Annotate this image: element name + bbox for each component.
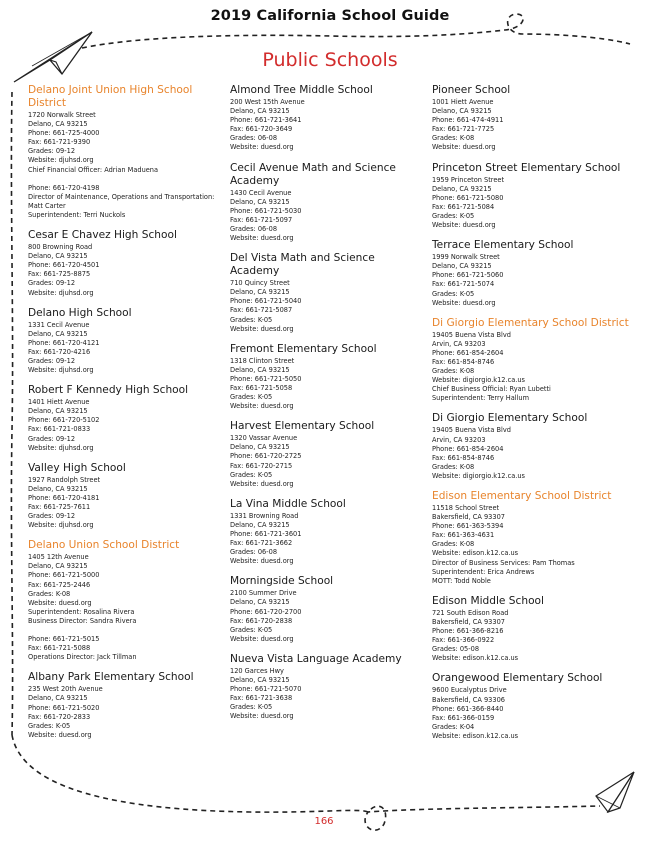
- school-entry: [230, 162, 426, 244]
- school-entry: [230, 653, 426, 722]
- detail-line: Website: digiorgio.k12.ca.us: [432, 376, 525, 385]
- district-name: Edison Elementary School District: [432, 490, 612, 502]
- school-name: Delano High School: [28, 306, 132, 319]
- detail-line: Website: edison.k12.ca.us: [432, 654, 519, 663]
- detail-line: Phone: 661-720-5102: [28, 416, 100, 425]
- school-name: Albany Park Elementary School: [28, 671, 194, 684]
- detail-line: 1959 Princeton Street: [432, 175, 505, 184]
- entry-details: [28, 476, 224, 531]
- district-name: Delano Joint Union High School District: [28, 84, 193, 109]
- detail-line: Delano, CA 93215: [28, 120, 88, 129]
- detail-line: Superintendent: Rosalina Rivera: [28, 607, 135, 616]
- detail-line: 2100 Summer Drive: [230, 589, 297, 598]
- detail-line: Fax: 661-721-5084: [432, 202, 495, 211]
- detail-line: Grades: K-05: [230, 393, 273, 402]
- entry-details: [432, 176, 632, 231]
- detail-line: Delano, CA 93215: [28, 407, 88, 416]
- entry-details: [432, 426, 632, 481]
- detail-line: Grades: 09-12: [28, 512, 76, 521]
- detail-line: Operations Director: Jack Tillman: [28, 653, 137, 662]
- entry-details: [230, 434, 426, 489]
- school-name: Almond Tree Middle School: [230, 84, 373, 96]
- detail-line: Superintendent: Erica Andrews: [432, 567, 535, 576]
- detail-line: Fax: 661-721-5074: [432, 280, 495, 289]
- detail-line: Phone: 661-721-5060: [432, 271, 504, 280]
- detail-line: Phone: 661-721-3641: [230, 116, 302, 125]
- entry-details: [230, 189, 426, 244]
- detail-line: Superintendent: Terry Hallum: [432, 394, 530, 403]
- detail-line: Phone: 661-721-5080: [432, 193, 504, 202]
- detail-line: Website: duesd.org: [230, 234, 294, 243]
- school-entry: [28, 384, 224, 453]
- detail-line: Grades: K-05: [432, 211, 475, 220]
- detail-line: Chief Business Official: Ryan Lubetti: [432, 385, 551, 394]
- detail-line: Website: digiorgio.k12.ca.us: [432, 471, 525, 480]
- detail-line: Phone: 661-366-8216: [432, 627, 504, 636]
- detail-line: Matt Carter: [28, 201, 66, 210]
- detail-line: Director of Business Services: Pam Thomas: [432, 558, 575, 567]
- school-entry: [432, 162, 632, 231]
- district-name: Delano Union School District: [28, 539, 180, 552]
- entry-details: [432, 609, 632, 664]
- detail-line: Phone: 661-721-5020: [28, 703, 100, 712]
- detail-line: Grades: K-05: [230, 625, 273, 634]
- detail-line: Fax: 661-721-5088: [28, 644, 91, 653]
- detail-line: 1720 Norwalk Street: [28, 111, 96, 119]
- detail-line: 200 West 15th Avenue: [230, 98, 305, 106]
- detail-line: Grades: K-05: [230, 315, 273, 324]
- detail-line: Fax: 661-366-0922: [432, 636, 495, 645]
- guide-title: 2019 California School Guide: [210, 8, 450, 24]
- detail-line: Grades: K-08: [432, 134, 475, 143]
- entry-details: [230, 357, 426, 412]
- detail-line: Website: edison.k12.ca.us: [432, 549, 519, 558]
- detail-line: Delano, CA 93215: [230, 197, 290, 206]
- detail-line: Grades: 06-08: [230, 548, 278, 557]
- detail-line: 1318 Clinton Street: [230, 356, 295, 365]
- detail-line: 800 Browning Road: [28, 243, 93, 252]
- detail-line: Grades: 06-08: [230, 134, 278, 143]
- district-entry: [28, 539, 224, 662]
- detail-line: Fax: 661-721-5097: [230, 215, 293, 224]
- detail-line: Fax: 661-725-8875: [28, 270, 91, 279]
- detail-line: Grades: K-08: [432, 540, 475, 549]
- school-name: Di Giorgio Elementary School: [432, 412, 588, 425]
- school-entry: [432, 84, 632, 153]
- detail-line: Grades: 09-12: [28, 356, 76, 365]
- entry-details: [28, 243, 224, 298]
- detail-line: Phone: 661-720-4121: [28, 338, 100, 347]
- detail-line: Website: duesd.org: [230, 557, 294, 566]
- detail-line: Phone: 661-854-2604: [432, 348, 504, 357]
- detail-line: Phone: 661-721-5030: [230, 206, 302, 215]
- detail-line: Website: duesd.org: [432, 298, 496, 307]
- entry-details: [28, 321, 224, 376]
- detail-line: Delano, CA 93215: [230, 676, 290, 685]
- paper-airplane-icon: [596, 772, 634, 812]
- column-3: [432, 84, 632, 750]
- detail-line: Fax: 661-720-2715: [230, 461, 293, 470]
- detail-line: 1331 Cecil Avenue: [28, 320, 90, 329]
- detail-line: Fax: 661-721-3662: [230, 539, 293, 548]
- school-entry: [230, 498, 426, 567]
- detail-line: Delano, CA 93215: [230, 598, 290, 607]
- entry-details: [230, 667, 426, 722]
- entry-details: [432, 331, 632, 404]
- detail-line: Delano, CA 93215: [230, 520, 290, 529]
- detail-line: Grades: 09-12: [28, 434, 76, 443]
- detail-line: Website: duesd.org: [432, 143, 496, 152]
- detail-line: Fax: 661-721-7725: [432, 125, 495, 134]
- detail-line: Grades: 09-12: [28, 147, 76, 156]
- detail-line: Fax: 661-720-2838: [230, 616, 293, 625]
- detail-line: Director of Maintenance, Operations and Transportation:: [28, 192, 215, 201]
- detail-line: Fax: 661-854-8746: [432, 453, 495, 462]
- detail-line: Delano, CA 93215: [28, 329, 88, 338]
- detail-line: Phone: 661-720-2725: [230, 452, 302, 461]
- detail-line: Phone: 661-720-2700: [230, 607, 302, 616]
- entry-details: [432, 686, 632, 741]
- detail-line: Grades: K-05: [230, 470, 273, 479]
- detail-line: Delano, CA 93215: [28, 252, 88, 261]
- detail-line: Phone: 661-720-4501: [28, 261, 100, 270]
- entry-details: [432, 504, 632, 586]
- detail-line: 235 West 20th Avenue: [28, 685, 103, 694]
- detail-line: Delano, CA 93215: [230, 288, 290, 297]
- detail-line: Bakersfield, CA 93306: [432, 695, 505, 704]
- detail-line: Grades: K-05: [432, 289, 475, 298]
- school-name: Nueva Vista Language Academy: [230, 652, 402, 665]
- detail-line: Phone: 661-721-5040: [230, 297, 302, 306]
- detail-line: 1401 Hiett Avenue: [28, 398, 90, 407]
- section-title: Public Schools: [262, 49, 398, 71]
- detail-line: Grades: K-05: [230, 703, 273, 712]
- detail-line: Website: djuhsd.org: [28, 156, 94, 165]
- detail-line: Website: duesd.org: [230, 479, 294, 488]
- detail-line: Phone: 661-363-5394: [432, 522, 504, 531]
- entry-details: [230, 589, 426, 644]
- detail-line: Fax: 661-721-3638: [230, 694, 293, 703]
- detail-line: 19405 Buena Vista Blvd: [432, 426, 511, 435]
- school-entry: [28, 307, 224, 376]
- detail-line: Website: duesd.org: [230, 402, 294, 411]
- spacer: [28, 175, 224, 184]
- detail-line: Phone: 661-725-4000: [28, 129, 100, 138]
- paper-airplane-icon: [14, 32, 92, 82]
- detail-line: Arvin, CA 93203: [432, 339, 486, 348]
- school-name: Orangewood Elementary School: [432, 672, 603, 685]
- school-entry: [230, 343, 426, 412]
- detail-line: Delano, CA 93215: [432, 184, 492, 193]
- detail-line: Website: edison.k12.ca.us: [432, 731, 519, 740]
- left-dashed-line: [11, 92, 12, 735]
- school-name: Princeton Street Elementary School: [432, 161, 621, 174]
- detail-line: Delano, CA 93215: [28, 562, 88, 571]
- column-2: [230, 84, 426, 731]
- district-entry: [28, 84, 224, 220]
- school-name: Valley High School: [28, 461, 126, 474]
- district-name: Di Giorgio Elementary School District: [432, 316, 629, 329]
- detail-line: Website: duesd.org: [230, 143, 294, 152]
- detail-line: Grades: 06-08: [230, 224, 278, 233]
- detail-line: Website: djuhsd.org: [28, 288, 94, 297]
- detail-line: 1405 12th Avenue: [28, 553, 89, 562]
- detail-line: 1999 Norwalk Street: [432, 253, 500, 262]
- detail-line: Fax: 661-721-5058: [230, 383, 293, 392]
- entry-details: [28, 398, 224, 453]
- detail-line: Fax: 661-720-3649: [230, 125, 293, 134]
- school-entry: [28, 229, 224, 298]
- detail-line: 1430 Cecil Avenue: [230, 188, 292, 197]
- school-entry: [28, 671, 224, 740]
- detail-line: Fax: 661-854-8746: [432, 357, 495, 366]
- detail-line: Phone: 661-721-3601: [230, 530, 302, 538]
- detail-line: Delano, CA 93215: [432, 107, 492, 116]
- school-name: Del Vista Math and Science Academy: [230, 252, 375, 278]
- school-name: Terrace Elementary School: [432, 239, 574, 252]
- detail-line: 11518 School Street: [432, 504, 500, 512]
- detail-line: Website: djuhsd.org: [28, 366, 94, 375]
- detail-line: Website: duesd.org: [230, 634, 294, 643]
- detail-line: Delano, CA 93215: [28, 484, 88, 493]
- detail-line: Fax: 661-721-9390: [28, 138, 91, 147]
- spacer: [28, 626, 224, 635]
- school-name: Pioneer School: [432, 84, 511, 96]
- detail-line: MOTT: Todd Noble: [432, 576, 491, 585]
- district-entry: [432, 317, 632, 404]
- detail-line: Fax: 661-721-5087: [230, 306, 293, 315]
- detail-line: Bakersfield, CA 93307: [432, 617, 505, 626]
- detail-line: Business Director: Sandra Rivera: [28, 616, 137, 625]
- detail-line: Phone: 661-854-2604: [432, 444, 504, 453]
- entry-details: [28, 553, 224, 662]
- school-entry: [432, 672, 632, 741]
- detail-line: 721 South Edison Road: [432, 608, 509, 617]
- detail-line: Phone: 661-721-5050: [230, 374, 302, 383]
- detail-line: Chief Financial Officer: Adrian Maduena: [28, 165, 159, 174]
- detail-line: Website: duesd.org: [28, 598, 92, 607]
- detail-line: 120 Garces Hwy: [230, 666, 284, 675]
- detail-line: Website: duesd.org: [230, 324, 294, 333]
- detail-line: Phone: 661-721-5000: [28, 571, 100, 580]
- detail-line: Fax: 661-720-2833: [28, 712, 91, 721]
- detail-line: Fax: 661-366-0159: [432, 713, 495, 722]
- detail-line: Grades: K-08: [432, 462, 475, 471]
- detail-line: Website: djuhsd.org: [28, 521, 94, 530]
- school-name: Cecil Avenue Math and Science Academy: [230, 161, 396, 187]
- detail-line: Arvin, CA 93203: [432, 435, 486, 444]
- detail-line: Fax: 661-725-2446: [28, 580, 91, 589]
- detail-line: Fax: 661-363-4631: [432, 531, 495, 540]
- detail-line: 1001 Hiett Avenue: [432, 98, 494, 106]
- school-name: Morningside School: [230, 575, 334, 588]
- detail-line: Delano, CA 93215: [230, 365, 290, 374]
- detail-line: Website: duesd.org: [432, 221, 496, 230]
- school-entry: [432, 412, 632, 481]
- school-entry: [230, 84, 426, 153]
- entry-details: [432, 98, 632, 153]
- school-entry: [230, 420, 426, 489]
- detail-line: Grades: 09-12: [28, 279, 76, 288]
- entry-details: [432, 253, 632, 308]
- entry-details: [230, 98, 426, 153]
- school-name: Harvest Elementary School: [230, 420, 375, 433]
- detail-line: Website: duesd.org: [28, 730, 92, 739]
- detail-line: Bakersfield, CA 93307: [432, 513, 505, 522]
- detail-line: Phone: 661-720-4181: [28, 493, 100, 502]
- detail-line: Fax: 661-721-0833: [28, 425, 91, 434]
- detail-line: 1927 Randolph Street: [28, 475, 101, 484]
- detail-line: Phone: 661-721-5015: [28, 635, 100, 644]
- detail-line: Website: duesd.org: [230, 712, 294, 721]
- detail-line: 1320 Vassar Avenue: [230, 434, 298, 443]
- school-name: Fremont Elementary School: [230, 342, 377, 355]
- detail-line: 19405 Buena Vista Blvd: [432, 330, 511, 339]
- detail-line: Phone: 661-720-4198: [28, 183, 100, 192]
- detail-line: Delano, CA 93215: [28, 694, 88, 703]
- detail-line: Grades: K-08: [28, 589, 71, 598]
- entry-details: [28, 685, 224, 740]
- school-name: Cesar E Chavez High School: [28, 229, 177, 242]
- school-name: Edison Middle School: [432, 594, 544, 607]
- detail-line: Fax: 661-720-4216: [28, 347, 91, 356]
- detail-line: Phone: 661-366-8440: [432, 704, 504, 713]
- detail-line: Delano, CA 93215: [230, 107, 290, 116]
- detail-line: Grades: K-05: [28, 721, 71, 730]
- school-entry: [28, 462, 224, 531]
- school-entry: [432, 595, 632, 664]
- detail-line: Grades: K-04: [432, 722, 475, 731]
- district-entry: [432, 490, 632, 586]
- detail-line: 710 Quincy Street: [230, 279, 290, 288]
- detail-line: Grades: 05-08: [432, 645, 480, 654]
- school-name: La Vina Middle School: [230, 497, 346, 510]
- school-name: Robert F Kennedy High School: [28, 384, 189, 397]
- entry-details: [230, 279, 426, 334]
- detail-line: 1331 Browning Road: [230, 511, 299, 520]
- column-1: [28, 84, 224, 749]
- detail-line: Delano, CA 93215: [230, 443, 290, 452]
- school-entry: [230, 252, 426, 334]
- entry-details: [230, 512, 426, 567]
- school-entry: [432, 239, 632, 308]
- detail-line: Superintendent: Terri Nuckols: [28, 210, 126, 219]
- detail-line: Fax: 661-725-7611: [28, 503, 91, 511]
- detail-line: 9600 Eucalyptus Drive: [432, 686, 507, 695]
- school-entry: [230, 575, 426, 644]
- detail-line: Phone: 661-721-5070: [230, 685, 302, 694]
- detail-line: Phone: 661-474-4911: [432, 116, 504, 125]
- detail-line: Grades: K-08: [432, 367, 475, 376]
- detail-line: Website: djuhsd.org: [28, 443, 94, 452]
- page-number: 166: [314, 816, 334, 827]
- detail-line: Delano, CA 93215: [432, 262, 492, 271]
- entry-details: [28, 111, 224, 220]
